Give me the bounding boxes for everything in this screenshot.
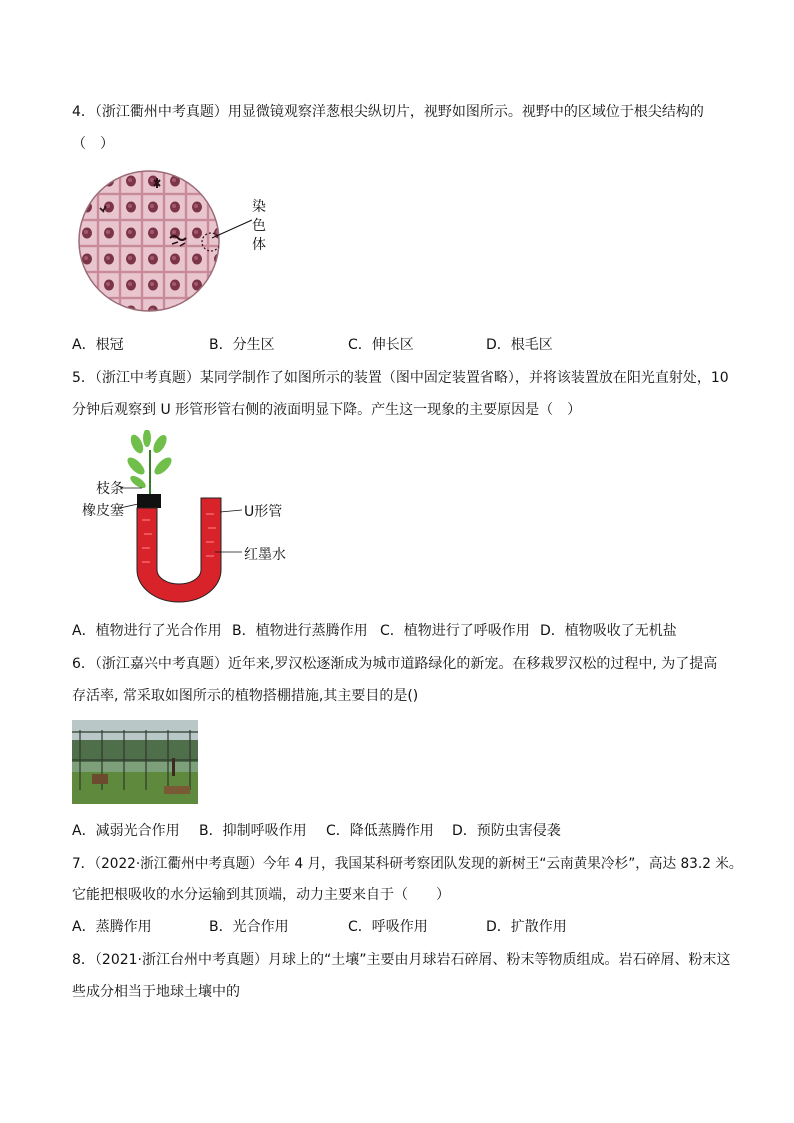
q5-option-b[interactable]: B．植物进行蒸腾作用 <box>232 623 368 639</box>
chromosome-label-char1: 染 <box>252 199 266 215</box>
q7-option-c[interactable]: C．呼吸作用 <box>348 919 428 935</box>
q6-stem-line1: 6．（浙江嘉兴中考真题）近年来,罗汉松逐渐成为城市道路绿化的新宠。在移栽罗汉松的过程中, 为了提高 <box>72 656 718 672</box>
q8-stem-line2: 些成分相当于地球土壤中的 <box>72 984 240 1000</box>
q5-stem-line1: 5．（浙江中考真题）某同学制作了如图所示的装置（图中固定装置省略），并将该装置放在阳光直射处，10 <box>72 370 729 386</box>
rubber-stopper <box>137 494 161 508</box>
branch-plant <box>125 430 175 494</box>
chromosome-label-char3: 体 <box>252 237 266 253</box>
q4-stem-line1: 4．（浙江衢州中考真题）用显微镜观察洋葱根尖纵切片，视野如图所示。视野中的区域位于根尖结构的 <box>72 104 704 120</box>
q6-options <box>72 821 732 841</box>
cell-field <box>79 171 219 311</box>
q6-option-b[interactable]: B．抑制呼吸作用 <box>199 823 307 839</box>
q4-options <box>72 335 732 355</box>
q7-stem-line1: 7．（2022·浙江衢州中考真题）今年 4 月，我国某科研考察团队发现的新树王“云南黄果冷杉”，高达 83.2 米。 <box>72 856 743 872</box>
q4-option-a[interactable]: A．根冠 <box>72 337 124 353</box>
q6-stem-line2: 存活率, 常采取如图所示的植物搭棚措施,其主要目的是() <box>72 688 419 704</box>
q6-option-a[interactable]: A．减弱光合作用 <box>72 823 180 839</box>
q4-option-c[interactable]: C．伸长区 <box>348 337 414 353</box>
q5-options <box>72 621 732 641</box>
label-u-tube: U形管 <box>244 504 283 520</box>
q8-stem-line1: 8．（2021·浙江台州中考真题）月球上的“土壤”主要由月球岩石碎屑、粉末等物质组成。岩石碎屑、粉末这 <box>72 952 731 968</box>
q7-options <box>72 917 732 937</box>
q6-shade-shelter-photo <box>72 720 198 804</box>
q4-stem-line2: （ ） <box>72 136 114 152</box>
q5-stem-line2: 分钟后观察到 U 形管形管右侧的液面明显下降。产生这一现象的主要原因是（ ） <box>72 402 582 418</box>
q4-option-b[interactable]: B．分生区 <box>209 337 275 353</box>
q5-option-a[interactable]: A．植物进行了光合作用 <box>72 623 222 639</box>
chromosome-label-char2: 色 <box>252 218 266 234</box>
label-rubber-stopper: 橡皮塞 <box>82 503 124 519</box>
q7-option-b[interactable]: B．光合作用 <box>209 919 289 935</box>
q5-option-d[interactable]: D．植物吸收了无机盐 <box>540 623 677 639</box>
q7-option-d[interactable]: D．扩散作用 <box>486 919 567 935</box>
tube-pointer <box>220 510 242 512</box>
q7-stem-line2: 它能把根吸收的水分运输到其顶端，动力主要来自于（ ） <box>72 887 450 903</box>
q6-option-d[interactable]: D．预防虫害侵袭 <box>452 823 561 839</box>
q6-option-c[interactable]: C．降低蒸腾作用 <box>326 823 434 839</box>
label-red-ink: 红墨水 <box>244 547 286 563</box>
q5-option-c[interactable]: C．植物进行了呼吸作用 <box>380 623 530 639</box>
q4-option-d[interactable]: D．根毛区 <box>486 337 553 353</box>
q7-option-a[interactable]: A．蒸腾作用 <box>72 919 152 935</box>
label-branch: 枝条 <box>96 481 124 497</box>
